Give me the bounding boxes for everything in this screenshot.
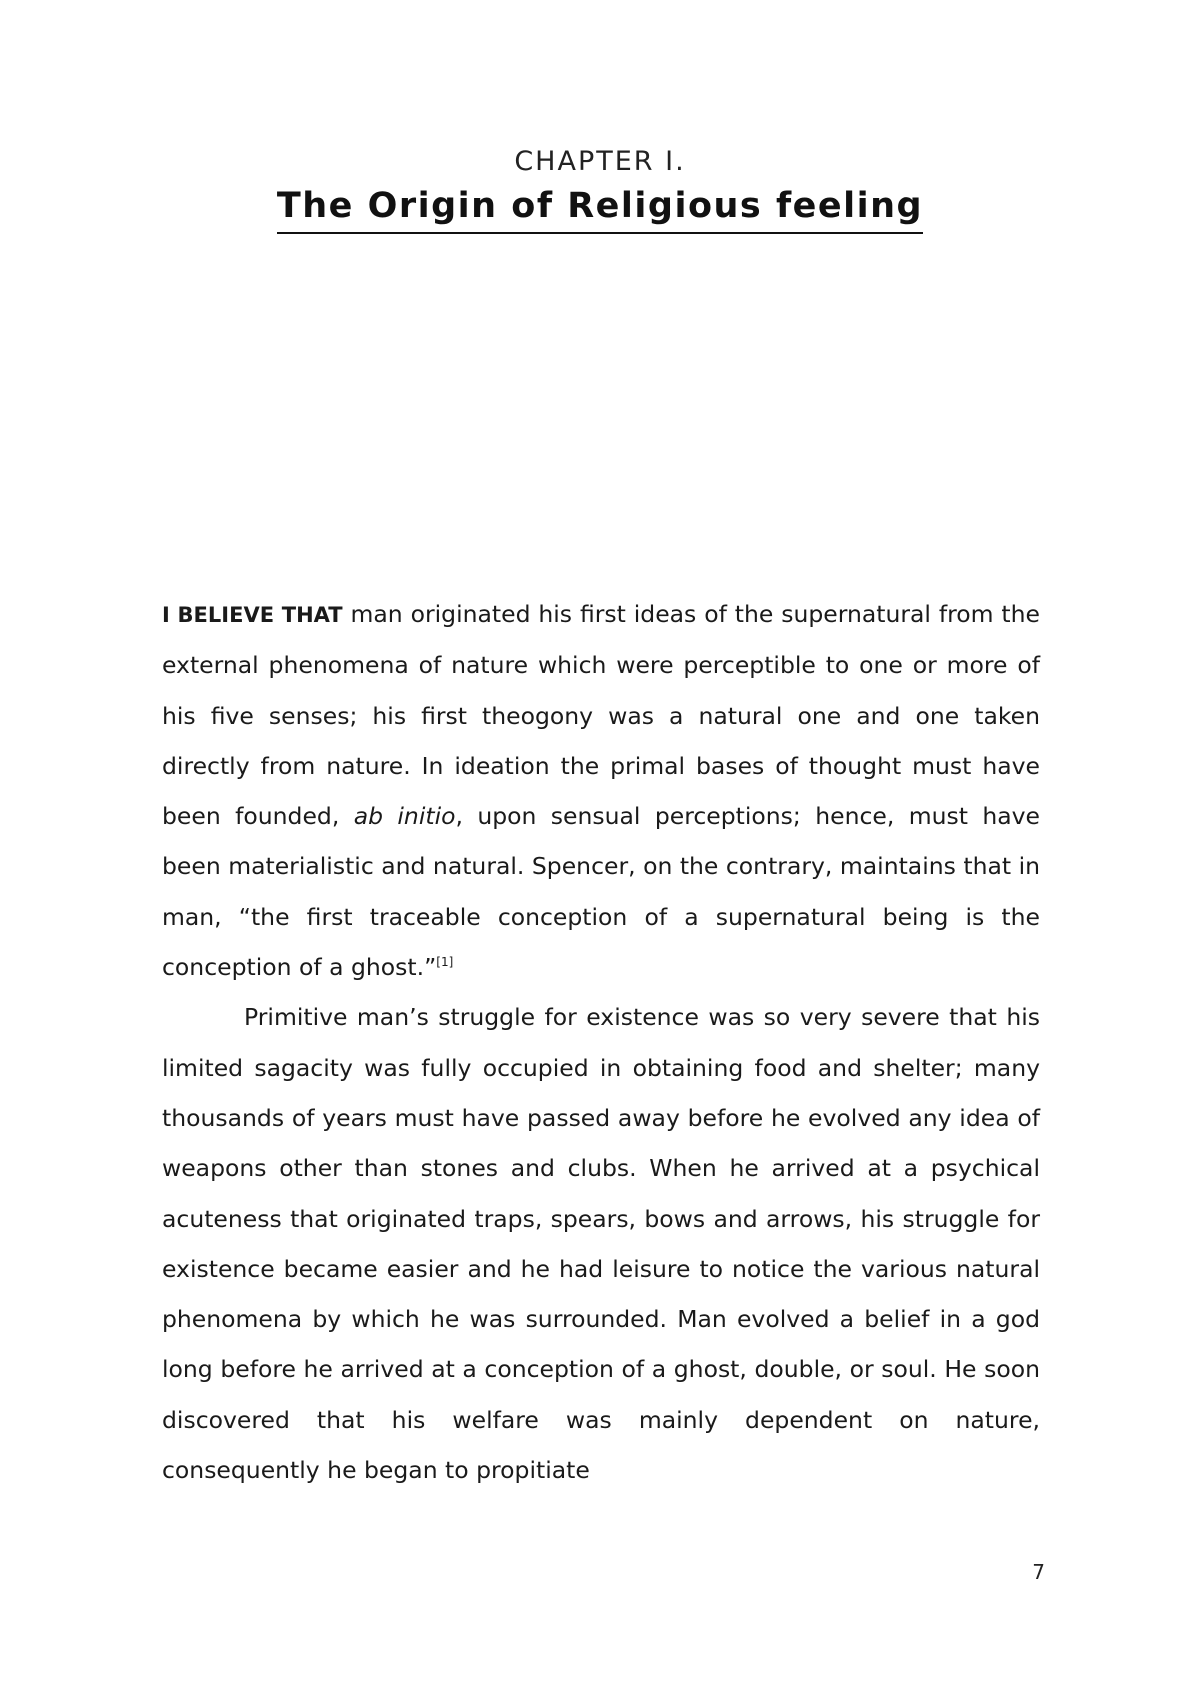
footnote-ref[interactable]: [1] [436, 955, 454, 970]
paragraph-1-text-a: man originated his first ideas of the supernatural from the external phenomena of nature which were perceptible to one or more of his five senses; his first theogony was a natural one and one taken directly from nature. In ideation the primal bases of thought must have been founded, [162, 600, 1040, 831]
chapter-label: CHAPTER I. [514, 146, 686, 177]
chapter-title: The Origin of Religious feeling [277, 186, 923, 234]
page-number: 7 [1032, 1560, 1045, 1584]
chapter-title-container [0, 186, 1200, 234]
paragraph-1-text-b: , upon sensual perceptions; hence, must have been materialistic and natural. Spencer, on the contrary, maintains that in man, “the first traceable conception of a supernatural being is the conception of a ghost.” [162, 802, 1040, 982]
lead-caps: I BELIEVE THAT [162, 603, 343, 627]
latin-phrase: ab initio [353, 802, 456, 831]
body-text [162, 589, 1040, 1495]
paragraph-2: Primitive man’s struggle for existence was so very severe that his limited sagacity was fully occupied in obtaining food and shelter; many thousands of years must have passed away before he evolved any idea of weapons other than stones and clubs. When he arrived at a psychical acuteness that originated traps, spears, bows and arrows, his struggle for existence became easier and he had leisure to notice the various natural phenomena by which he was surrounded. Man evolved a belief in a god long before he arrived at a conception of a ghost, double, or soul. He soon discovered that his welfare was mainly dependent on nature, consequently he began to propitiate [162, 1003, 1040, 1485]
paragraph-1 [162, 589, 1040, 992]
